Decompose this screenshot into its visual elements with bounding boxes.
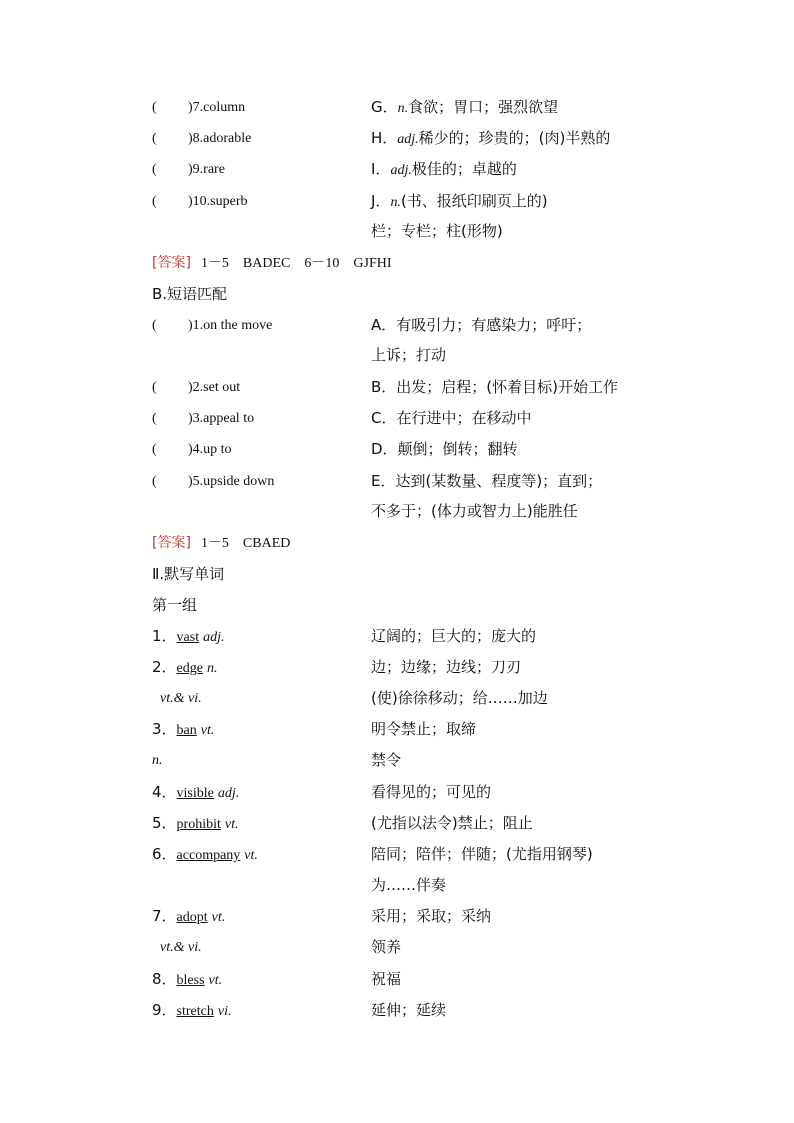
match-item: )1.on the move <box>188 318 273 333</box>
paren-open: ( <box>152 194 157 209</box>
paren-open: ( <box>152 474 157 489</box>
section-b-title: B.短语匹配 <box>152 285 228 303</box>
word-meaning: (尤指以法令)禁止；阻止 <box>371 814 533 832</box>
match-definition: A．有吸引力；有感染力；呼吁； <box>371 316 592 334</box>
word-row: 5．prohibit vt. (尤指以法令)禁止；阻止 <box>152 811 239 835</box>
word-meaning: 陪同；陪伴；伴随；(尤指用钢琴) <box>371 845 593 863</box>
match-a-row <box>152 189 548 213</box>
answer-value: 1－5 BADEC 6－10 GJFHI <box>200 256 392 271</box>
word: prohibit <box>176 817 221 832</box>
word-row: 1．vast adj. 辽阔的；巨大的；庞大的 <box>152 624 225 648</box>
match-definition: I．adj.极佳的；卓越的 <box>371 160 517 178</box>
match-a-row <box>152 126 611 150</box>
word-row: n. 禁令 <box>152 748 163 772</box>
word-meaning: 边；边缘；边线；刀刃 <box>371 658 522 676</box>
answer-b <box>152 531 290 555</box>
paren-open: ( <box>152 131 157 146</box>
word-row: 8．bless vt. 祝福 <box>152 967 222 991</box>
match-item: )7.column <box>188 100 246 115</box>
paren-open: ( <box>152 380 157 395</box>
match-definition: E．达到(某数量、程度等)；直到； <box>371 472 603 490</box>
match-b-row <box>152 406 532 430</box>
word: stretch <box>176 1004 214 1019</box>
word-meaning: 禁令 <box>371 751 402 769</box>
word-meaning: 看得见的；可见的 <box>371 783 492 801</box>
word-meaning: 延伸；延续 <box>371 1001 447 1019</box>
match-item: )8.adorable <box>188 131 252 146</box>
group-title: 第一组 <box>152 596 198 614</box>
match-a-row <box>152 95 559 119</box>
word-row: 2．edge n. 边；边缘；边线；刀刃 <box>152 655 217 679</box>
match-item: )3.appeal to <box>188 411 255 426</box>
word-meaning: 领养 <box>371 938 402 956</box>
word: ban <box>176 723 197 738</box>
match-item: )9.rare <box>188 162 225 177</box>
match-definition: J．n.(书、报纸印刷页上的) <box>371 192 548 210</box>
word-row: 6．accompany vt. 陪同；陪伴；伴随；(尤指用钢琴) <box>152 842 258 866</box>
match-b-row <box>152 437 518 461</box>
paren-open: ( <box>152 100 157 115</box>
word-row: 4．visible adj. 看得见的；可见的 <box>152 780 239 804</box>
match-item: )5.upside down <box>188 474 275 489</box>
match-item: )2.set out <box>188 380 241 395</box>
paren-open: ( <box>152 411 157 426</box>
word-row: 9．stretch vi. 延伸；延续 <box>152 998 231 1022</box>
paren-open: ( <box>152 318 157 333</box>
match-definition: B．出发；启程；(怀着目标)开始工作 <box>371 378 618 396</box>
word: visible <box>176 786 214 801</box>
word-meaning: 辽阔的；巨大的；庞大的 <box>371 627 537 645</box>
paren-open: ( <box>152 162 157 177</box>
answer-tag: [答案] <box>152 255 191 271</box>
match-definition: D．颠倒；倒转；翻转 <box>371 440 518 458</box>
document-page: ( )7.column G．n.食欲；胃口；强烈欲望 ( )8.adorable H．adj.稀少的；珍贵的；(肉)半熟的 ( )9.rare I．adj.极佳的；卓越的 ( )10.superb J．n.(书、报纸印刷页上的) 栏；专栏；柱(形物) [答案] 1－5 BADEC 6－10 GJFHI B.短语匹配 ( )1.on the move A．有吸引力；有感染力；呼吁； 上诉；打动 ( )2.set out B．出发；启程；(怀着目标)开始工作 ( )3.appeal to C．在行进中；在移动中 ( )4.up to D．颠倒；倒转；翻转 ( )5.upside down E．达到(某数量、程度等)；直到； 不多于；(体力或智力上)能胜任 [答案] 1－5 CBAED Ⅱ.默写单词 第一组 1．vast adj. 辽阔的；巨大的；庞大的 2．edge n. 边；边缘；边线；刀刃 vt.& vi. (使)徐徐移动；给……加边 3．ban vt. 明令禁止；取缔 n. 禁令 4．visible adj. 看得见的；可见的 5．prohibit vt. (尤指以法令)禁止；阻止 6．accompany vt. 陪同；陪伴；伴随；(尤指用钢琴) 为……伴奏 7．adopt vt. 采用；采取；采纳 vt.& vi. 领养 8．bless vt. 祝福 9．stretch vi. 延伸；延续 <box>0 0 794 1123</box>
word-meaning: 明令禁止；取缔 <box>371 720 477 738</box>
word: bless <box>176 973 205 988</box>
match-definition: H．adj.稀少的；珍贵的；(肉)半熟的 <box>371 129 611 147</box>
match-b-row <box>152 375 618 399</box>
match-definition: C．在行进中；在移动中 <box>371 409 532 427</box>
match-a-row <box>152 157 517 181</box>
word: vast <box>176 630 200 645</box>
section-2-title: Ⅱ.默写单词 <box>152 565 225 583</box>
match-definition: G．n.食欲；胃口；强烈欲望 <box>371 98 559 116</box>
word-row: vt.& vi. (使)徐徐移动；给……加边 <box>160 686 202 710</box>
match-item: )4.up to <box>188 442 232 457</box>
word-meaning: 祝福 <box>371 970 402 988</box>
word-meaning: 为……伴奏 <box>371 876 447 894</box>
word: accompany <box>176 848 241 863</box>
word-meaning: (使)徐徐移动；给……加边 <box>371 689 548 707</box>
match-b-row <box>152 313 592 337</box>
answer-a <box>152 251 392 275</box>
match-b-row <box>152 469 603 493</box>
paren-open: ( <box>152 442 157 457</box>
word-meaning: 采用；采取；采纳 <box>371 907 492 925</box>
answer-tag: [答案] <box>152 535 191 551</box>
match-item: )10.superb <box>188 194 248 209</box>
word-row: 7．adopt vt. 采用；采取；采纳 <box>152 904 225 928</box>
answer-value: 1－5 CBAED <box>200 536 291 551</box>
word: edge <box>176 661 203 676</box>
word: adopt <box>176 910 208 925</box>
word-row: vt.& vi. 领养 <box>160 935 202 959</box>
word-row: 3．ban vt. 明令禁止；取缔 <box>152 717 214 741</box>
